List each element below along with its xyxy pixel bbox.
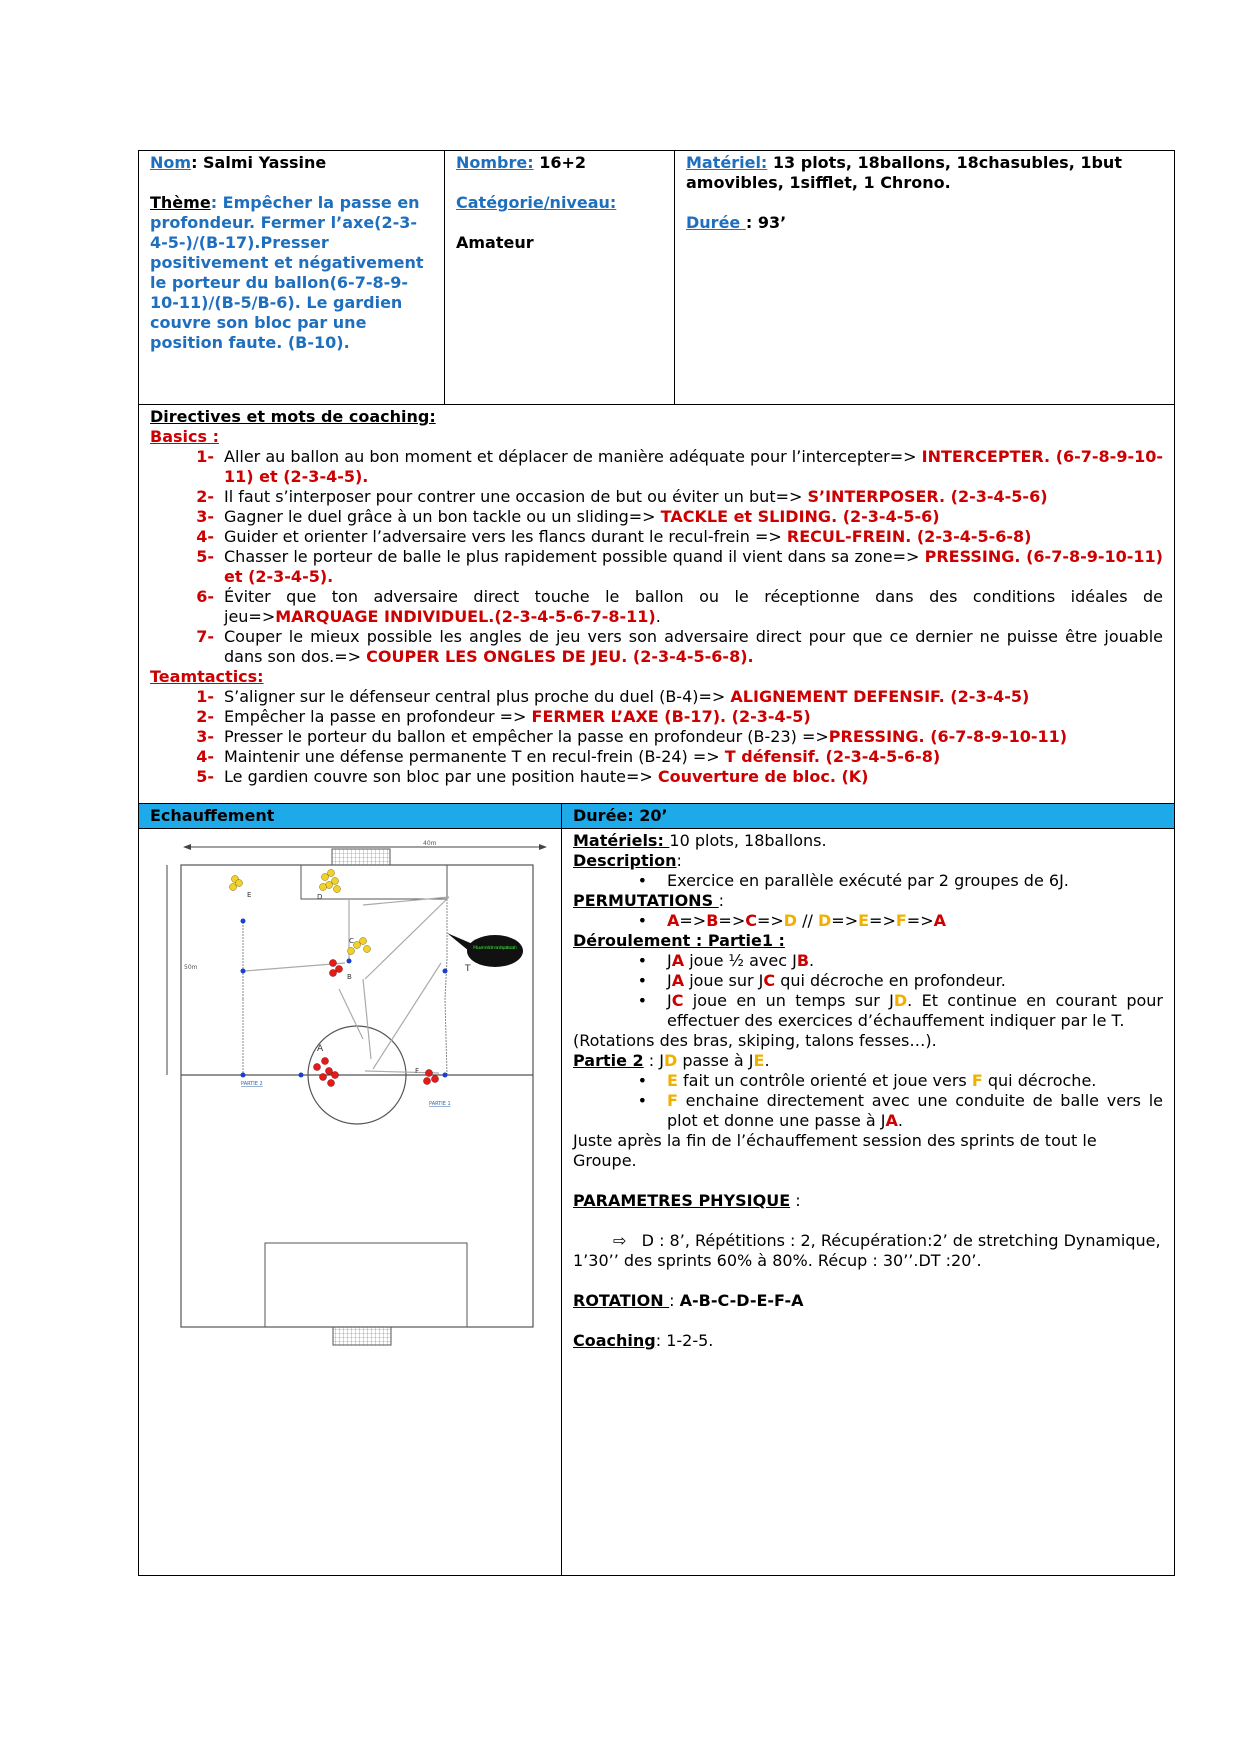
- perm-arrow: =>: [718, 911, 746, 930]
- directive-number: 4-: [196, 747, 214, 766]
- partie1-item-text: [667, 971, 1163, 991]
- nom-value: : Salmi Yassine: [191, 153, 327, 172]
- directive-item: [150, 487, 1163, 507]
- nom-label: Nom: [150, 153, 192, 172]
- directive-body: Le gardien couvre son bloc par une position haute=>: [224, 767, 658, 786]
- directive-text: [224, 507, 1163, 527]
- partie2-player-b: A: [885, 1111, 898, 1130]
- partie1-label: PARTIE 1: [429, 1101, 451, 1107]
- directive-text: [224, 547, 1163, 587]
- rotation-colon: :: [669, 1291, 680, 1310]
- partie1-mid: joue sur J: [684, 971, 764, 990]
- dim-side-label: 50m: [184, 964, 198, 971]
- red-team: [314, 960, 439, 1087]
- directive-after: .: [655, 607, 661, 626]
- directive-keyword: COUPER LES ONGLES DE JEU. (2-3-4-5-6-8).: [366, 647, 754, 666]
- directive-body: Presser le porteur du ballon et empêcher la passe en profondeur (B-23) =>: [224, 727, 829, 746]
- description-colon: :: [676, 851, 682, 870]
- perm-arrow: =>: [756, 911, 784, 930]
- directive-text: [224, 627, 1163, 667]
- permutations-row: • A=>B=>C=>D // D=>E=>F=>A: [637, 911, 946, 930]
- theme-label: Thème: [150, 193, 211, 212]
- materiels-value: 10 plots, 18ballons.: [669, 831, 827, 850]
- directive-keyword: RECUL-FREIN. (2-3-4-5-6-8): [786, 527, 1032, 546]
- directive-body: Aller au ballon au bon moment et déplacer de manière adéquate pour l’intercepter=>: [224, 447, 922, 466]
- letter-e-top: E: [247, 891, 252, 899]
- directive-text: [224, 487, 1163, 507]
- directive-item: [150, 547, 1163, 587]
- directive-item: [150, 707, 1163, 727]
- duree-value: : 93’: [745, 213, 787, 232]
- directive-item: [150, 587, 1163, 627]
- directive-keyword: TACKLE et SLIDING. (2-3-4-5-6): [660, 507, 940, 526]
- directive-body: Éviter que ton adversaire direct touche le ballon ou le réceptionne dans des conditions idéales de jeu=>: [224, 587, 1163, 626]
- directive-number: 1-: [196, 447, 214, 466]
- partie2-post: qui décroche.: [982, 1071, 1097, 1090]
- partie1-pre: J: [667, 991, 672, 1010]
- directive-number: 4-: [196, 527, 214, 546]
- directive-text: [224, 527, 1163, 547]
- directive-item: [150, 687, 1163, 707]
- partie1-item: [573, 971, 1163, 991]
- warmup-table: [138, 804, 1175, 1576]
- directive-keyword: PRESSING. (6-7-8-9-10-11): [828, 727, 1068, 746]
- directive-keyword: ALIGNEMENT DEFENSIF. (2-3-4-5): [730, 687, 1030, 706]
- partie1-player-b: C: [763, 971, 776, 990]
- partie1-item: [573, 951, 1163, 971]
- perm-a: A: [667, 911, 680, 930]
- coach-bubble: [467, 935, 523, 967]
- partie1-pre: J: [667, 971, 672, 990]
- perm-arrow: =>: [869, 911, 896, 930]
- perm-e: E: [858, 911, 870, 930]
- bottom-goal-net: [333, 1327, 391, 1345]
- pitch-outline: [181, 865, 533, 1327]
- duree-label: Durée: [686, 213, 746, 232]
- letter-d: D: [317, 893, 323, 901]
- directive-body: Gagner le duel grâce à un bon tackle ou un sliding=>: [224, 507, 661, 526]
- directive-item: [150, 627, 1163, 667]
- partie2-intro-pre: : J: [643, 1051, 664, 1070]
- deroulement-label: Déroulement : Partie1 :: [573, 931, 785, 950]
- teamtactics-list: [150, 687, 1163, 787]
- directives-title: Directives et mots de coaching:: [150, 407, 436, 426]
- bullet: •: [637, 1091, 647, 1110]
- directive-body: Couper le mieux possible les angles de jeu vers son adversaire direct pour que ce dernier ne puisse être jouable dans son dos.=>: [224, 627, 1163, 666]
- perm-sep: //: [797, 911, 819, 930]
- directive-text: [224, 587, 1163, 627]
- basics-label: Basics :: [150, 427, 219, 446]
- directive-keyword: T défensif. (2-3-4-5-6-8): [724, 747, 941, 766]
- bullet: •: [637, 991, 647, 1010]
- param-arrow-icon: ⇨: [613, 1231, 627, 1250]
- directive-number: 1-: [196, 687, 214, 706]
- partie1-player-b: D: [893, 991, 908, 1010]
- partie1-item-text: [667, 991, 1163, 1031]
- pitch-diagram: [139, 829, 560, 1369]
- directive-item: [150, 507, 1163, 527]
- directive-body: Maintenir une défense permanente T en recul-frein (B-24) =>: [224, 747, 725, 766]
- permutations-label: PERMUTATIONS: [573, 891, 719, 910]
- partie2-item: [573, 1091, 1163, 1131]
- materiels-label: Matériels:: [573, 831, 670, 850]
- perm-d2: D: [818, 911, 832, 930]
- top-goal-net: [332, 849, 390, 865]
- partie1-item: [573, 991, 1163, 1031]
- partie1-player-a: C: [671, 991, 684, 1010]
- partie1-post: .: [809, 951, 815, 970]
- directive-keyword: FERMER L’AXE (B-17). (2-3-4-5): [531, 707, 811, 726]
- directive-text: [224, 767, 1163, 787]
- partie1-item-text: [667, 951, 1163, 971]
- partie1-post: . Et continue en courant pour effectuer des exercices d’échauffement indiquer par le T.: [667, 991, 1164, 1030]
- header-table: [138, 150, 1175, 804]
- directive-item: [150, 747, 1163, 767]
- partie2-mid: fait un contrôle orienté et joue vers: [677, 1071, 972, 1090]
- partie2-player-a: E: [667, 1071, 678, 1090]
- partie2-intro-a: D: [663, 1051, 678, 1070]
- section-title: Echauffement: [139, 804, 562, 829]
- description-label: Description: [573, 851, 677, 870]
- directive-item: [150, 727, 1163, 747]
- directive-item: [150, 447, 1163, 487]
- directive-keyword: S’INTERPOSER. (2-3-4-5-6): [807, 487, 1048, 506]
- partie2-list: [573, 1071, 1163, 1131]
- directive-item: [150, 527, 1163, 547]
- partie2-intro-mid: passe à J: [677, 1051, 754, 1070]
- coaching-label: Coaching: [573, 1331, 656, 1350]
- partie2-intro-post: .: [764, 1051, 770, 1070]
- rotation-value: A-B-C-D-E-F-A: [679, 1291, 804, 1310]
- partie2-item-text: [667, 1091, 1163, 1131]
- partie2-label: PARTIE 2: [241, 1081, 263, 1087]
- letter-t: T: [465, 964, 471, 974]
- directive-number: 3-: [196, 727, 214, 746]
- perm-c: C: [745, 911, 757, 930]
- basics-list: [150, 447, 1163, 667]
- perm-d: D: [783, 911, 798, 930]
- coaching-value: : 1-2-5.: [655, 1331, 714, 1350]
- directive-keyword: Couverture de bloc. (K): [657, 767, 869, 786]
- param-label: PARAMETRES PHYSIQUE: [573, 1191, 791, 1210]
- categorie-label: Catégorie/niveau:: [456, 193, 617, 212]
- perm-arrow: =>: [679, 911, 707, 930]
- directive-body: Il faut s’interposer pour contrer une occasion de but ou éviter un but=>: [224, 487, 808, 506]
- partie2-player-a: F: [667, 1091, 678, 1110]
- partie1-pre: J: [667, 951, 672, 970]
- directive-keyword: PRESSING. (6-7-8-9-10-11) et (2-3-4-5).: [224, 547, 1163, 586]
- nombre-cell: [445, 151, 675, 405]
- partie2-intro-b: E: [753, 1051, 765, 1070]
- coach-bubble-text: Mouvement demander par le coach: [473, 946, 517, 951]
- directive-keyword: INTERCEPTER. (6-7-8-9-10-11) et (2-3-4-5).: [224, 447, 1164, 486]
- bullet: •: [637, 971, 647, 990]
- dim-top-label: 40m: [423, 840, 437, 847]
- diagram-cell: [139, 829, 562, 1576]
- partie1-player-a: A: [671, 971, 685, 990]
- partie2-player-b: F: [971, 1071, 983, 1090]
- description-item: • Exercice en parallèle exécuté par 2 groupes de 6J.: [573, 871, 1163, 891]
- partie1-list: [573, 951, 1163, 1031]
- perm-f: F: [895, 911, 907, 930]
- session-sheet: [138, 150, 1174, 1576]
- materiel-label: Matériel:: [686, 153, 768, 172]
- directive-body: Empêcher la passe en profondeur =>: [224, 707, 532, 726]
- param-colon: :: [790, 1191, 801, 1210]
- partie1-mid: joue en un temps sur J: [683, 991, 894, 1010]
- partie1-player-a: A: [671, 951, 685, 970]
- directive-number: 3-: [196, 507, 214, 526]
- section-duree: Durée: 20’: [562, 804, 1175, 829]
- directive-text: [224, 747, 1163, 767]
- directive-text: [224, 447, 1163, 487]
- directives-cell: [139, 405, 1175, 804]
- perm-arrow: =>: [831, 911, 859, 930]
- letter-f: F: [415, 1067, 420, 1075]
- directive-text: [224, 687, 1163, 707]
- directive-body: Chasser le porteur de balle le plus rapidement possible quand il vient dans sa zone=>: [224, 547, 925, 566]
- perm-arrow: =>: [906, 911, 934, 930]
- directive-keyword: MARQUAGE INDIVIDUEL.(2-3-4-5-6-7-8-11): [275, 607, 656, 626]
- directive-body: S’aligner sur le défenseur central plus proche du duel (B-4)=>: [224, 687, 731, 706]
- directive-number: 2-: [196, 487, 214, 506]
- directive-number: 2-: [196, 707, 214, 726]
- after-text: Juste après la fin de l’échauffement session des sprints de tout le Groupe.: [573, 1131, 1097, 1170]
- directive-text: [224, 727, 1163, 747]
- materiel-value: 13 plots, 18ballons, 18chasubles, 1but amovibles, 1sifflet, 1 Chrono.: [686, 153, 1122, 192]
- bullet: •: [637, 1071, 647, 1090]
- perm-b: B: [706, 911, 719, 930]
- partie2-label: Partie 2: [573, 1051, 644, 1070]
- partie1-post: qui décroche en profondeur.: [775, 971, 1006, 990]
- directive-number: 7-: [196, 627, 214, 646]
- description-item-text: Exercice en parallèle exécuté par 2 groupes de 6J.: [667, 871, 1069, 890]
- partie1-player-b: B: [796, 951, 810, 970]
- directive-text: [224, 707, 1163, 727]
- partie2-item-text: [667, 1071, 1163, 1091]
- nom-theme-cell: [139, 151, 445, 405]
- letter-b: B: [347, 973, 352, 981]
- partie1-mid: joue ½ avec J: [684, 951, 797, 970]
- permutations-colon: :: [718, 891, 725, 910]
- letter-a: A: [317, 1044, 324, 1054]
- perm-a2: A: [933, 911, 946, 930]
- rotations-note: (Rotations des bras, skiping, talons fesses…).: [573, 1031, 937, 1050]
- param-text: D : 8’, Répétitions : 2, Récupération:2’ de stretching Dynamique, 1’30’’ des sprints 60% à 80%. Récup : 30’’.DT :20’.: [573, 1231, 1161, 1270]
- cones: [241, 919, 448, 1078]
- bullet: •: [637, 951, 647, 970]
- directive-number: 6-: [196, 587, 214, 606]
- nombre-value: 16+2: [533, 153, 587, 172]
- materiel-cell: [675, 151, 1175, 405]
- nombre-label: Nombre:: [456, 153, 534, 172]
- directive-number: 5-: [196, 767, 214, 786]
- partie2-mid: enchaine directement avec une conduite de balle vers le plot et donne une passe à J: [667, 1091, 1163, 1130]
- directive-number: 5-: [196, 547, 214, 566]
- theme-value: : Empêcher la passe en profondeur. Fermer l’axe(2-3-4-5-)/(B-17).Presser positivement et négativement le porteur du ballon(6-7-8-9-10-11)/(B-5/B-6). Le gardien couvre son bloc par une position faute. (B-10).: [150, 193, 424, 352]
- letter-c: C: [349, 937, 354, 945]
- teamtactics-label: Teamtactics:: [150, 667, 264, 686]
- partie2-post: .: [897, 1111, 903, 1130]
- rotation-label: ROTATION: [573, 1291, 670, 1310]
- directive-item: [150, 767, 1163, 787]
- details-cell: [562, 829, 1175, 1576]
- categorie-value: Amateur: [456, 233, 534, 252]
- directive-body: Guider et orienter l’adversaire vers les flancs durant le recul-frein =>: [224, 527, 787, 546]
- partie2-item: [573, 1071, 1163, 1091]
